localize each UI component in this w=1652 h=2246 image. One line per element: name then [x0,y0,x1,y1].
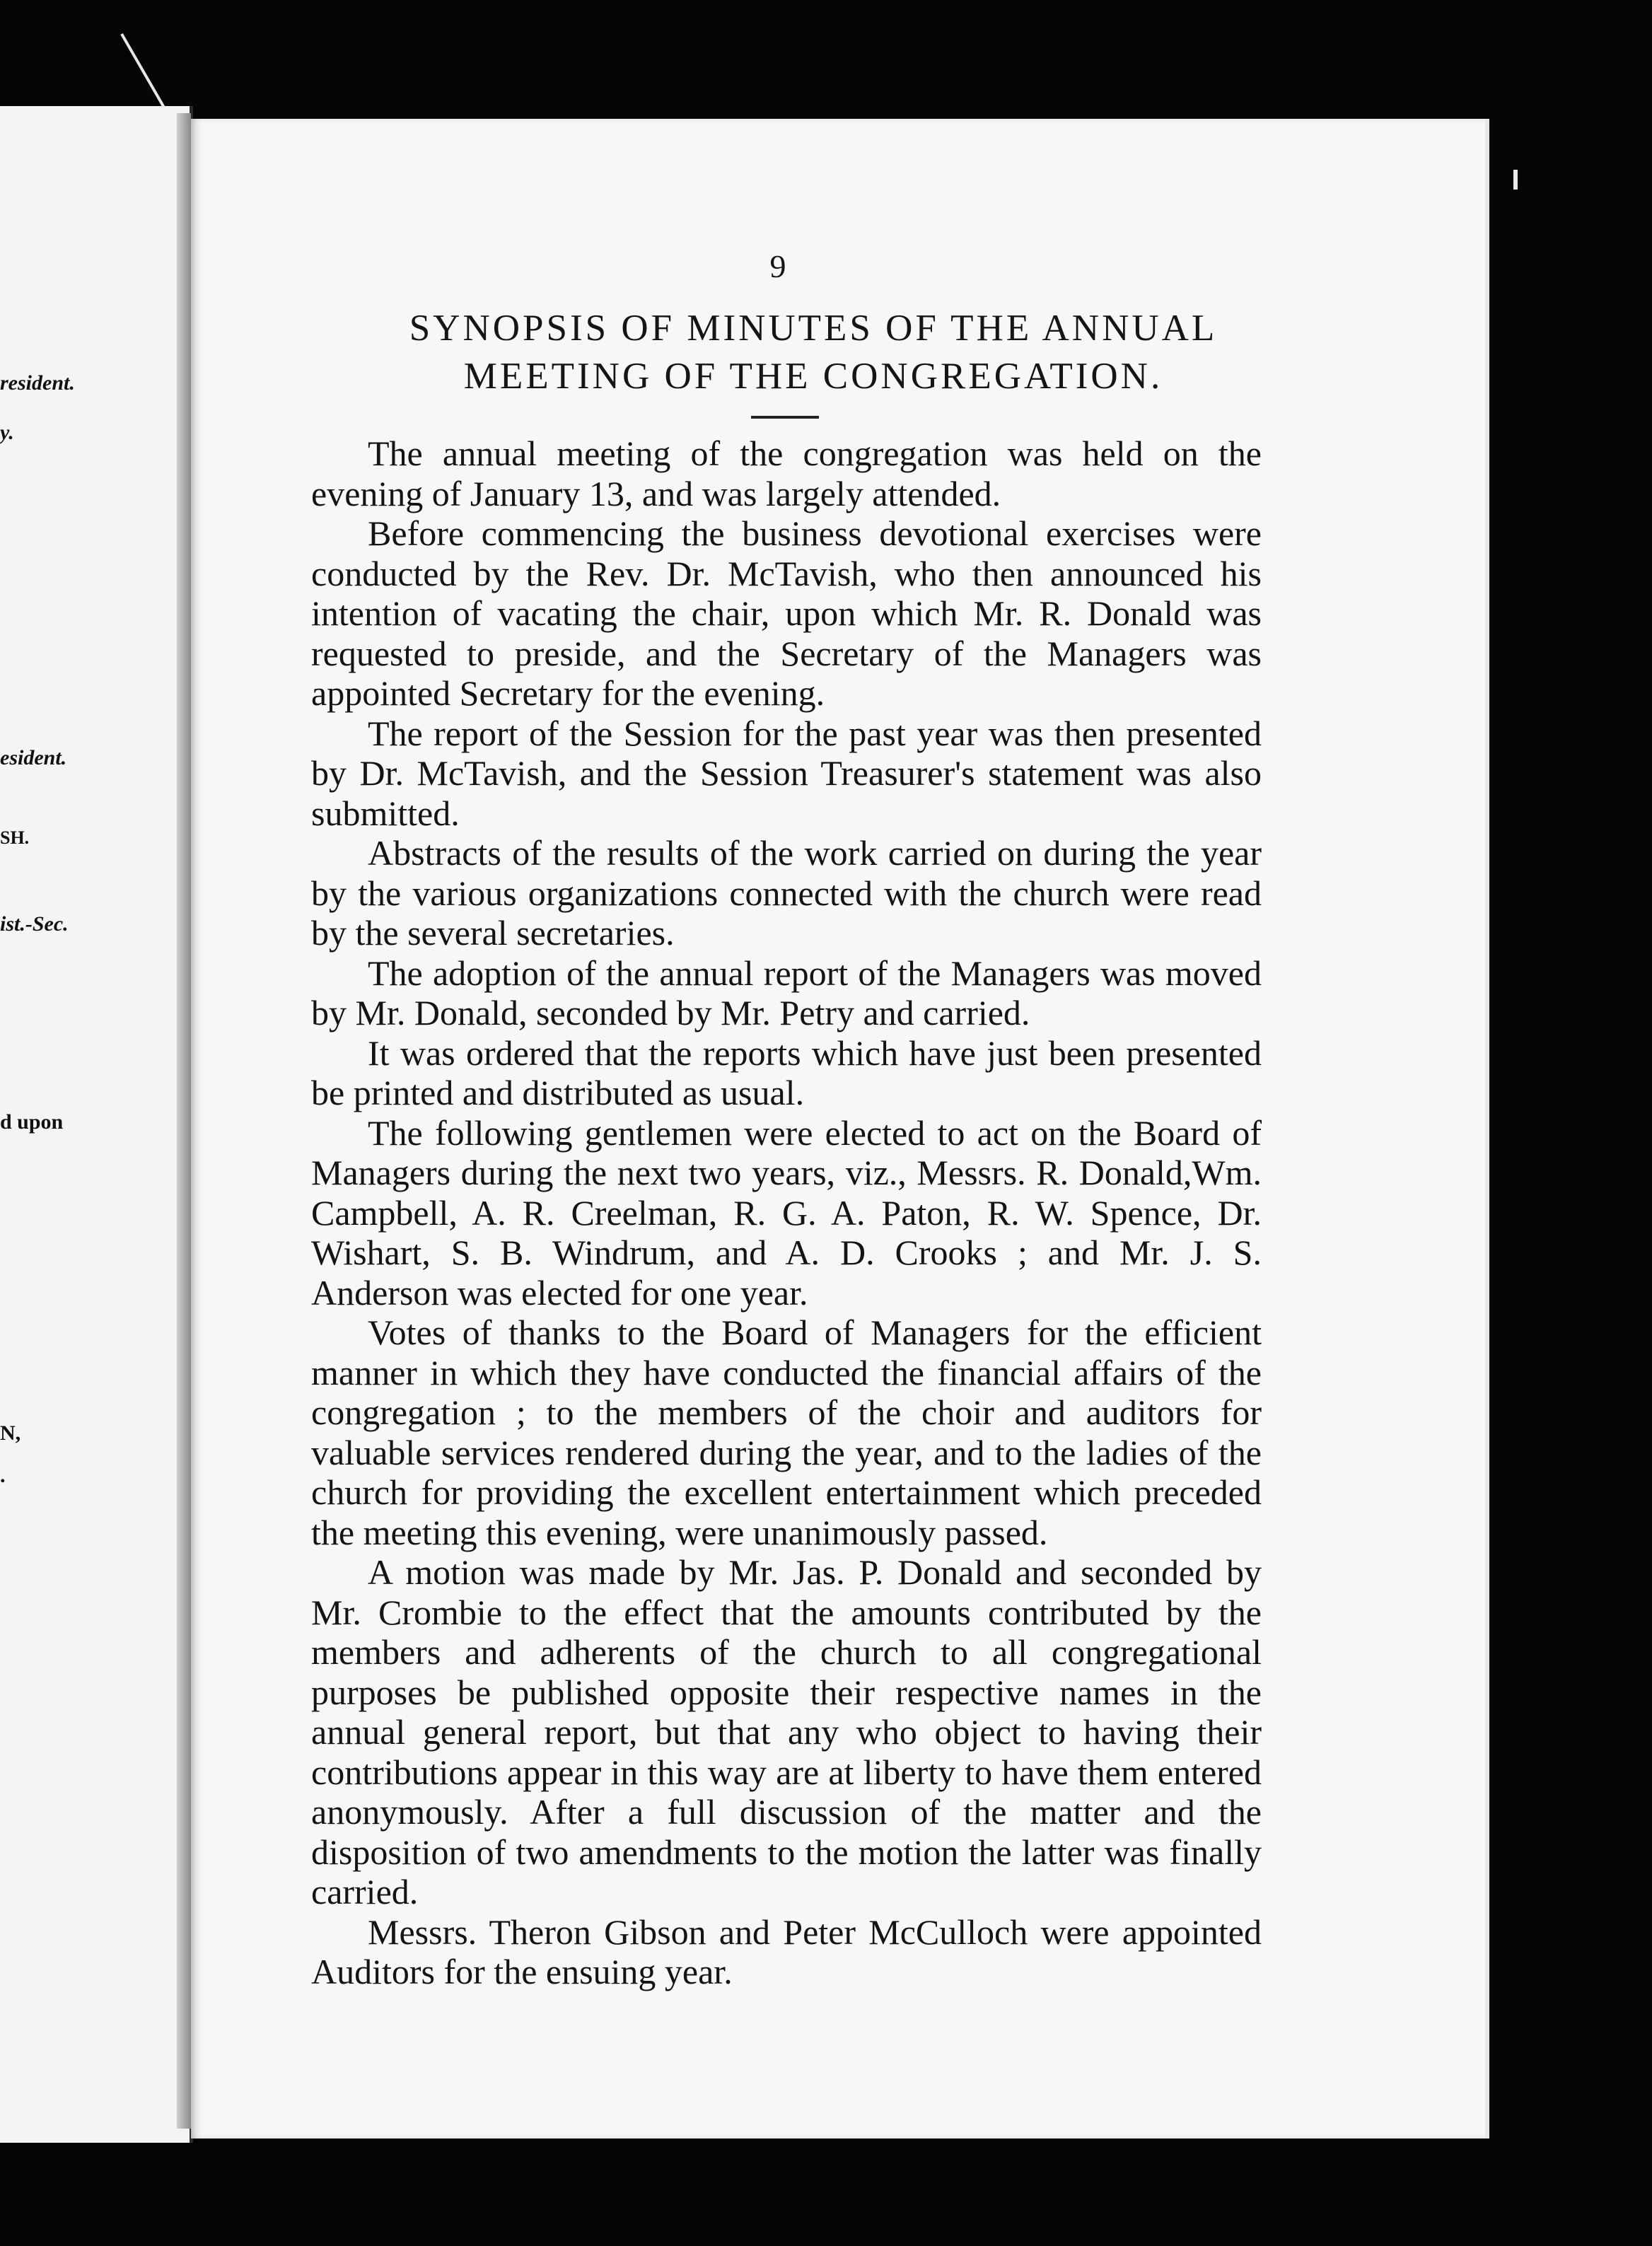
paragraph: Abstracts of the results of the work carried on during the year by the various organizations connected with the church were read by the several secretaries. [311,833,1262,953]
left-page-fragment: ist.-Sec. [0,912,69,936]
paragraph: Messrs. Theron Gibson and Peter McCulloch were appointed Auditors for the ensuing year. [311,1912,1262,1991]
page-number: 9 [769,248,786,284]
title-line: MEETING OF THE CONGREGATION. [463,356,1163,397]
scan-mark [1513,170,1518,190]
paragraph: The report of the Session for the past year was then presented by Dr. McTavish, and the Session Treasurer's statement was also submitted. [311,713,1262,833]
left-page-fragment: N, [0,1421,21,1445]
left-page-fragment: resident. [0,371,75,395]
paragraph: A motion was made by Mr. Jas. P. Donald and seconded by Mr. Crombie to the effect that the amounts contributed by the members and adherents of the church to all congregational purposes be published opposite their respective names in the annual general report, but that any who object to having their contributions appear in this way are at liberty to have them entered anonymously. After a full discussion of the matter and the disposition of two amendments to the motion the latter was finally carried. [311,1552,1262,1912]
minutes-body [311,434,1262,1992]
paragraph: Votes of thanks to the Board of Managers for the efficient manner in which they have conducted the financial affairs of the congregation ; to the members of the choir and auditors for valuable services rendered during the year, and to the ladies of the church for providing the excellent entertainment which preceded the meeting this evening, were unanimously passed. [311,1313,1262,1552]
scan-mark [120,33,165,108]
left-facing-page [0,106,193,2143]
paragraph: Before commencing the business devotional exercises were conducted by the Rev. Dr. McTavish, who then announced his intention of vacating the chair, upon which Mr. R. Donald was requested to preside, and the Secretary of the Managers was appointed Secretary for the evening. [311,513,1262,713]
left-page-fragment: d upon [0,1110,64,1134]
left-page-fragment: y. [0,421,14,444]
page-gutter [177,113,191,2129]
title-rule [751,416,819,419]
left-page-fragment: . [0,1464,6,1487]
page-title [318,304,1308,400]
paragraph: The following gentlemen were elected to act on the Board of Managers during the next two years, viz., Messrs. R. Donald,Wm. Campbell, A. R. Creelman, R. G. A. Paton, R. W. Spence, Dr. Wishart, S. B. Windrum, and A. D. Crooks ; and Mr. J. S. Anderson was elected for one year. [311,1112,1262,1313]
document-page [191,119,1489,2139]
left-page-fragment: SH. [0,827,30,848]
paragraph: The annual meeting of the congregation was held on the evening of January 13, and was largely attended. [311,434,1262,513]
title-line: SYNOPSIS OF MINUTES OF THE ANNUAL [409,308,1218,349]
paragraph: It was ordered that the reports which have just been presented be printed and distributed as usual. [311,1032,1262,1112]
paragraph: The adoption of the annual report of the Managers was moved by Mr. Donald, seconded by Mr. Petry and carried. [311,953,1262,1032]
left-page-fragment: esident. [0,746,67,769]
